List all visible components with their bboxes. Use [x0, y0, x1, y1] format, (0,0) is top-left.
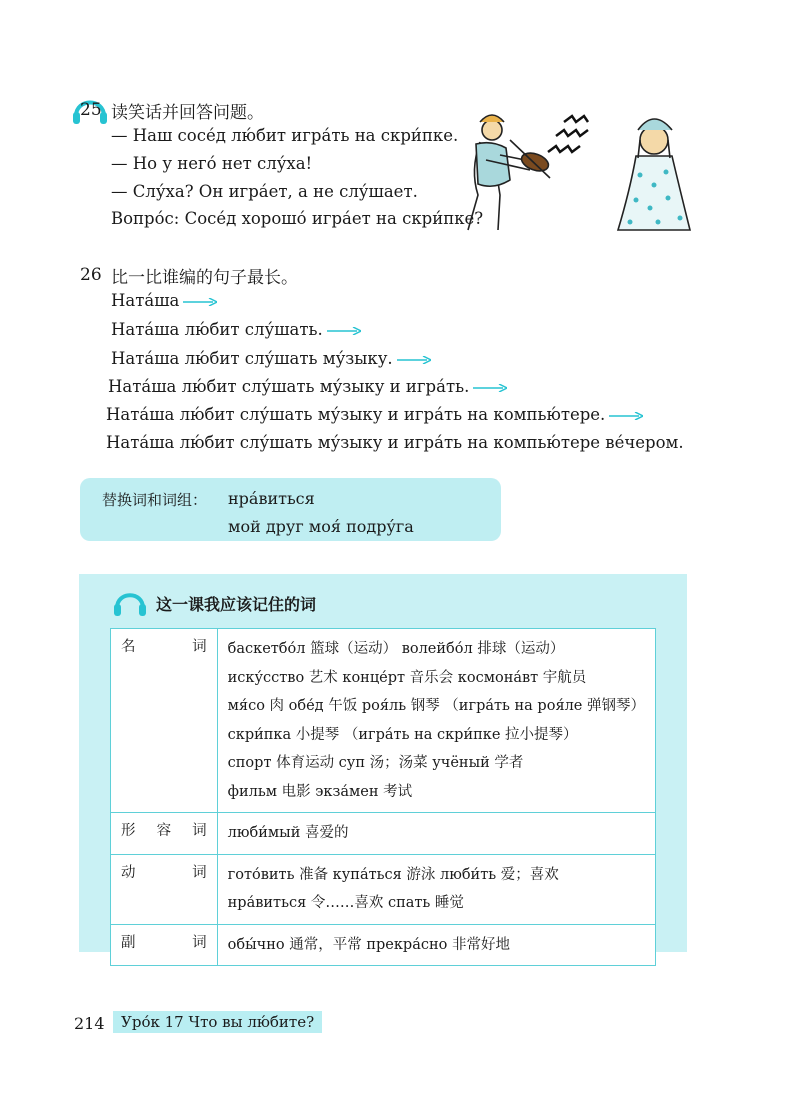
- word-list: [217, 813, 655, 855]
- word-line: нра́виться 令……喜欢 спать 睡觉: [227, 895, 464, 911]
- word-list: [217, 924, 655, 966]
- word-line: мя́со 肉 обе́д 午饭 роя́ль 钢琴 （игра́ть на роя́ле 弹钢琴）: [227, 698, 645, 714]
- word-line: иску́сство 艺术 конце́рт 音乐会 космона́вт 宇航员: [227, 669, 587, 686]
- exercise-title: 比一比谁编的句子最长。: [111, 268, 298, 288]
- vocabulary-table: [110, 628, 656, 966]
- part-of-speech: 动 词: [111, 854, 218, 924]
- question-line: Вопро́с: Сосе́д хорошо́ игра́ет на скри́пке?: [111, 209, 484, 228]
- sentence-text: Ната́ша лю́бит слу́шать му́зыку.: [111, 349, 393, 368]
- arrow-right-icon: [397, 356, 431, 364]
- arrow-right-icon: [609, 412, 643, 420]
- sentence-line: [111, 320, 361, 339]
- dialogue-line: — Но у него́ нет слу́ха!: [111, 154, 313, 173]
- exercise-title: 读笑话并回答问题。: [111, 103, 264, 123]
- part-of-speech: 形 容 词: [111, 813, 218, 855]
- vocabulary-title: 这一课我应该记住的词: [156, 595, 317, 614]
- table-row: [111, 629, 656, 813]
- word-list: [217, 629, 655, 813]
- word-line: люби́мый 喜爱的: [227, 825, 349, 841]
- part-of-speech: 副 词: [111, 924, 218, 966]
- arrow-right-icon: [473, 384, 507, 392]
- word-line: баскетбо́л 篮球（运动） волейбо́л 排球（运动）: [227, 641, 565, 657]
- sentence-text: Ната́ша лю́бит слу́шать му́зыку и игра́ть.: [108, 377, 470, 396]
- word-line: фильм 电影 экза́мен 考试: [227, 783, 413, 800]
- sentence-line: [106, 405, 643, 424]
- violinist-figure: [468, 115, 551, 230]
- sentence-text: Ната́ша: [111, 291, 180, 310]
- dialogue-line: — Наш сосе́д лю́бит игра́ть на скри́пке.: [111, 126, 459, 145]
- noise-zigzag-icon: [548, 116, 588, 152]
- substitution-label: 替换词和词组：: [102, 491, 208, 509]
- page-number: 214: [74, 1014, 105, 1033]
- word-line: гото́вить 准备 купа́ться 游泳 люби́ть 爱；喜欢: [227, 866, 559, 883]
- neighbor-figure: [618, 119, 690, 230]
- sentence-line: [108, 377, 507, 396]
- word-line: спорт 体育运动 суп 汤；汤菜 учёный 学者: [227, 755, 524, 771]
- arrow-right-icon: [183, 298, 217, 306]
- exercise-number: 26: [80, 265, 102, 285]
- sentence-line: [111, 349, 431, 368]
- word-list: [217, 854, 655, 924]
- substitution-word: мой друг моя́ подру́га: [228, 517, 414, 536]
- part-of-speech: 名 词: [111, 629, 218, 813]
- word-line: скри́пка 小提琴 （игра́ть на скри́пке 拉小提琴）: [227, 726, 578, 743]
- sentence-text: Ната́ша лю́бит слу́шать.: [111, 320, 323, 339]
- exercise-number: 25: [80, 100, 102, 120]
- sentence-line: [111, 291, 217, 310]
- headphones-icon: [112, 586, 148, 622]
- lesson-label: Уро́к 17 Что вы лю́бите?: [113, 1011, 322, 1033]
- violin-illustration: [440, 100, 700, 235]
- substitution-word: нра́виться: [228, 489, 315, 508]
- word-line: обы́чно 通常，平常 прекра́сно 非常好地: [227, 936, 510, 953]
- table-row: [111, 854, 656, 924]
- table-row: [111, 813, 656, 855]
- sentence-line: Ната́ша лю́бит слу́шать му́зыку и игра́ть на компью́тере ве́чером.: [106, 433, 684, 452]
- sentence-text: Ната́ша лю́бит слу́шать му́зыку и игра́ть на компью́тере.: [106, 405, 606, 424]
- dialogue-line: — Слу́ха? Он игра́ет, а не слу́шает.: [111, 182, 418, 201]
- arrow-right-icon: [327, 327, 361, 335]
- table-row: [111, 924, 656, 966]
